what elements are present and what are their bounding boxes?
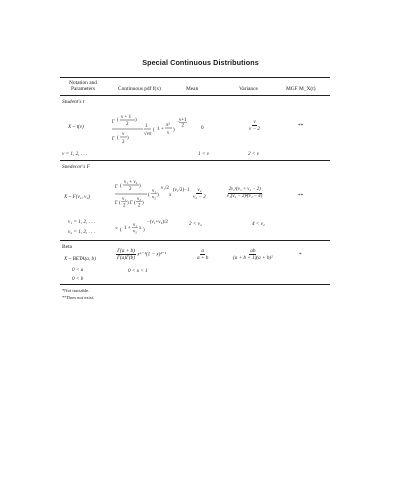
- svg-text:): ): [173, 128, 175, 133]
- svg-text:(: (: [120, 228, 122, 233]
- svg-text:Γ: Γ: [115, 185, 118, 190]
- svg-text:(: (: [153, 128, 155, 133]
- svg-text:+: +: [161, 127, 164, 132]
- mgf-beta: *: [299, 252, 302, 258]
- params-snedecor-f-1: ν₁ = 1, 2, . . .: [68, 219, 96, 225]
- svg-text:2: 2: [126, 122, 129, 127]
- svg-text:(: (: [117, 118, 119, 123]
- svg-text:ν: ν: [167, 131, 170, 136]
- svg-text:Γ: Γ: [130, 201, 133, 206]
- svg-text:): ): [142, 201, 144, 206]
- notation-beta: X ~ BETA(a, b): [64, 256, 96, 262]
- svg-text:2: 2: [123, 203, 126, 209]
- pdf-beta: $\frac{\Gamma(a + b)}{\Gamma(a)\Gamma(b)}$ xᵃ⁻¹(1 − x)ᵇ⁻¹: [117, 248, 167, 261]
- mgf-student-t: **: [298, 123, 304, 129]
- svg-text:ν₂: ν₂: [133, 229, 138, 235]
- svg-text:ν + 1: ν + 1: [121, 115, 132, 120]
- svg-text:ν₁/2: ν₁/2: [161, 186, 169, 191]
- pdf-student-t: [111, 110, 191, 150]
- svg-text:ν: ν: [122, 132, 125, 137]
- svg-text:(: (: [120, 184, 122, 189]
- svg-text:): ): [127, 136, 129, 141]
- svg-text:2: 2: [122, 140, 125, 145]
- svg-text:(ν₁/2)−1: (ν₁/2)−1: [173, 188, 190, 193]
- svg-text:): ): [135, 118, 137, 123]
- svg-text:ν₁ + ν₂: ν₁ + ν₂: [124, 180, 138, 185]
- mean-beta: $\frac{a}{a + b}$: [197, 248, 209, 261]
- header-variance: Variance: [239, 86, 258, 92]
- variance-cond-student-t: 2 < ν: [248, 151, 259, 157]
- page-title: Special Continuous Distributions: [142, 58, 259, 67]
- mean-snedecor-f: $\frac{\text{ν₂}}{\text{ν₂ − 2}}$: [193, 187, 206, 200]
- params-snedecor-f-2: ν₂ = 1, 2, . . .: [68, 229, 96, 235]
- svg-text:): ): [127, 201, 129, 206]
- params-student-t: ν = 1, 2, . . .: [62, 151, 88, 157]
- params-beta-1: 0 < a: [72, 267, 84, 273]
- svg-text:2: 2: [138, 203, 141, 209]
- svg-text:x²: x²: [166, 123, 170, 128]
- row-rule-2: [60, 240, 330, 241]
- mean-cond-snedecor-f: 2 < ν₂: [189, 221, 202, 227]
- svg-text:Γ: Γ: [112, 120, 115, 125]
- svg-text:Γ: Γ: [115, 201, 118, 206]
- header-rule: [60, 95, 330, 96]
- svg-text:ν₁: ν₁: [133, 223, 138, 228]
- footnote-2: **Does not exist.: [62, 295, 95, 300]
- notation-snedecor-f: X ~ F(ν₁, ν₂): [64, 194, 90, 200]
- header-notation: Notation and Parameters: [69, 80, 97, 92]
- svg-text:×: ×: [115, 227, 118, 232]
- variance-student-t: $\frac{\nu}{\nu - 2}$: [249, 119, 260, 132]
- svg-text:−: −: [177, 120, 180, 125]
- svg-text:ν₁: ν₁: [122, 197, 127, 202]
- svg-text:2: 2: [181, 123, 184, 129]
- header-mgf: MGF M_X(t): [286, 86, 316, 92]
- row-rule-1: [60, 160, 330, 161]
- top-rule: [60, 77, 330, 78]
- svg-text:2: 2: [129, 187, 132, 192]
- mean-student-t: 0: [201, 125, 204, 131]
- variance-beta: $\frac{ab}{\text{(a + b + 1)(a + b)²}}$: [233, 248, 273, 261]
- svg-text:(: (: [119, 201, 121, 206]
- variance-cond-snedecor-f: 4 < ν₂: [252, 221, 265, 227]
- svg-text:ν₂: ν₂: [152, 195, 157, 201]
- mean-cond-student-t: 1 < ν: [198, 151, 209, 157]
- svg-text:): ): [157, 193, 159, 198]
- svg-text:ν₂: ν₂: [137, 197, 142, 202]
- svg-text:(: (: [117, 136, 119, 141]
- bottom-rule: [60, 284, 330, 285]
- svg-text:ν₁: ν₁: [152, 189, 157, 194]
- pdf-cond-beta: 0 < x < 1: [128, 268, 148, 274]
- params-beta-2: 0 < b: [72, 276, 84, 282]
- svg-text:1: 1: [145, 124, 148, 129]
- svg-text:x: x: [169, 193, 172, 198]
- row-name-snedecor-f: Snedecor's F: [62, 164, 90, 170]
- svg-text:1 +: 1 +: [124, 226, 131, 231]
- notation-student-t: X ~ t(ν): [68, 124, 84, 130]
- svg-text:−(ν₁+ν₂)/2: −(ν₁+ν₂)/2: [147, 220, 168, 225]
- svg-text:x: x: [139, 226, 142, 231]
- svg-text:): ): [139, 184, 141, 189]
- variance-snedecor-f: $\frac{\text{2ν₂²(ν₁ + ν₂ − 2)}}{\text{ν₁(ν₂ − 2)²(ν₂ − 4)}}$: [227, 187, 263, 199]
- svg-text:Γ: Γ: [112, 137, 115, 142]
- svg-text:(: (: [148, 193, 150, 198]
- mgf-snedecor-f: **: [298, 193, 304, 199]
- row-name-student-t: Student's t: [62, 99, 85, 105]
- pdf-snedecor-f: [115, 176, 195, 244]
- header-mean: Mean: [186, 86, 199, 92]
- svg-text:(: (: [134, 201, 136, 206]
- svg-text:ν+1: ν+1: [179, 118, 187, 123]
- footnote-1: *Not tractable.: [62, 288, 90, 293]
- row-name-beta: Beta: [62, 244, 72, 250]
- svg-text:1: 1: [157, 127, 160, 132]
- svg-text:√νπ: √νπ: [144, 132, 152, 137]
- svg-text:): ): [143, 228, 145, 233]
- header-pdf: Continuous pdf f(x): [118, 86, 161, 92]
